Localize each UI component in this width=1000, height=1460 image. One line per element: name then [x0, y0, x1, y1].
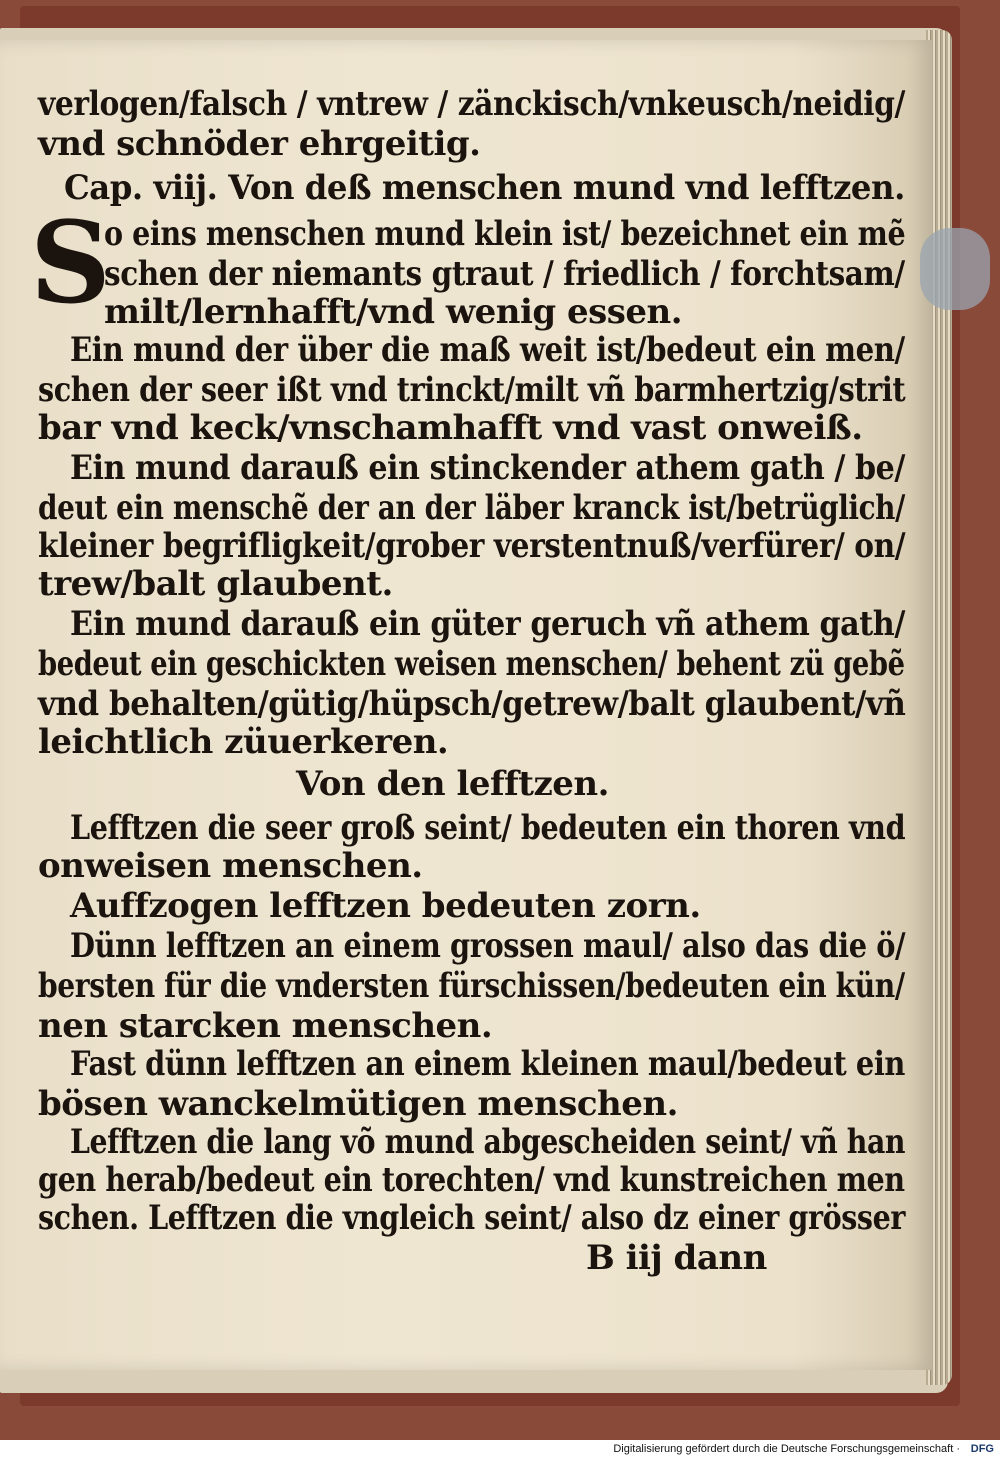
- text-line: nen starcken menschen.: [38, 1006, 493, 1046]
- text-line: gen herab/bedeut ein torechten/ vnd kunstreichen men: [38, 1160, 905, 1200]
- text-line: Auffzogen lefftzen bedeuten zorn.: [70, 886, 701, 926]
- text-line: vnd schnöder ehrgeitig.: [38, 124, 481, 164]
- text-line: o eins menschen mund klein ist/ bezeichnet ein mẽ: [104, 214, 906, 254]
- text-line: trew/balt glaubent.: [38, 564, 393, 604]
- text-line: Dünn lefftzen an einem grossen maul/ also das die ö/: [70, 926, 906, 966]
- text-line: Ein mund darauß ein güter geruch vñ athem gath/: [70, 604, 905, 644]
- text-line: kleiner begrifligkeit/grober verstentnuß/verfürer/ on/: [38, 526, 906, 566]
- text-line: bar vnd keck/vnschamhafft vnd vast onweiß.: [38, 408, 863, 448]
- text-line: onweisen menschen.: [38, 846, 423, 886]
- signature-catchword: B iij dann: [586, 1238, 767, 1278]
- text-line: vnd behalten/gütig/hüpsch/getrew/balt glaubent/vñ: [38, 684, 906, 724]
- text-line: deut ein menschẽ der an der läber kranck ist/betrüglich/: [38, 488, 905, 528]
- text-line: schen der seer ißt vnd trinckt/milt vñ barmhertzig/strit: [38, 370, 906, 410]
- text-line: Fast dünn lefftzen an einem kleinen maul/bedeut ein: [70, 1044, 905, 1084]
- text-line: verlogen/falsch / vntrew / zänckisch/vnkeusch/neidig/: [38, 84, 905, 124]
- text-line: Ein mund der über die maß weit ist/bedeut ein men/: [70, 330, 905, 370]
- footer-credit: Digitalisierung gefördert durch die Deutsche Forschungsgemeinschaft ·: [613, 1443, 960, 1455]
- text-line: Ein mund darauß ein stinckender athem gath / be/: [70, 448, 905, 488]
- text-line: schen der niemants gtraut / friedlich / forchtsam/: [104, 254, 905, 294]
- footer-bar: [0, 1440, 1000, 1460]
- dfg-logo: DFG: [970, 1443, 994, 1455]
- text-line: Lefftzen die seer groß seint/ bedeuten ein thoren vnd: [70, 808, 906, 848]
- chapter-heading: Cap. viij. Von deß menschen mund vnd lefftzen.: [64, 168, 905, 208]
- text-line: bersten für die vndersten fürschissen/bedeuten ein kün/: [38, 966, 905, 1006]
- text-line: leichtlich züuerkeren.: [38, 722, 449, 762]
- text-line: Lefftzen die lang võ mund abgescheiden seint/ vñ han: [70, 1122, 906, 1162]
- text-line: schen. Lefftzen die vngleich seint/ also dz einer grösser: [38, 1198, 905, 1238]
- text-line: milt/lernhafft/vnd wenig essen.: [104, 292, 683, 332]
- page-clip: [920, 228, 990, 310]
- drop-cap: S: [30, 198, 111, 329]
- text-line: bedeut ein geschickten weisen menschen/ behent zü gebẽ: [38, 644, 905, 684]
- text-line: bösen wanckelmütigen menschen.: [38, 1084, 678, 1124]
- section-heading: Von den lefftzen.: [296, 764, 609, 804]
